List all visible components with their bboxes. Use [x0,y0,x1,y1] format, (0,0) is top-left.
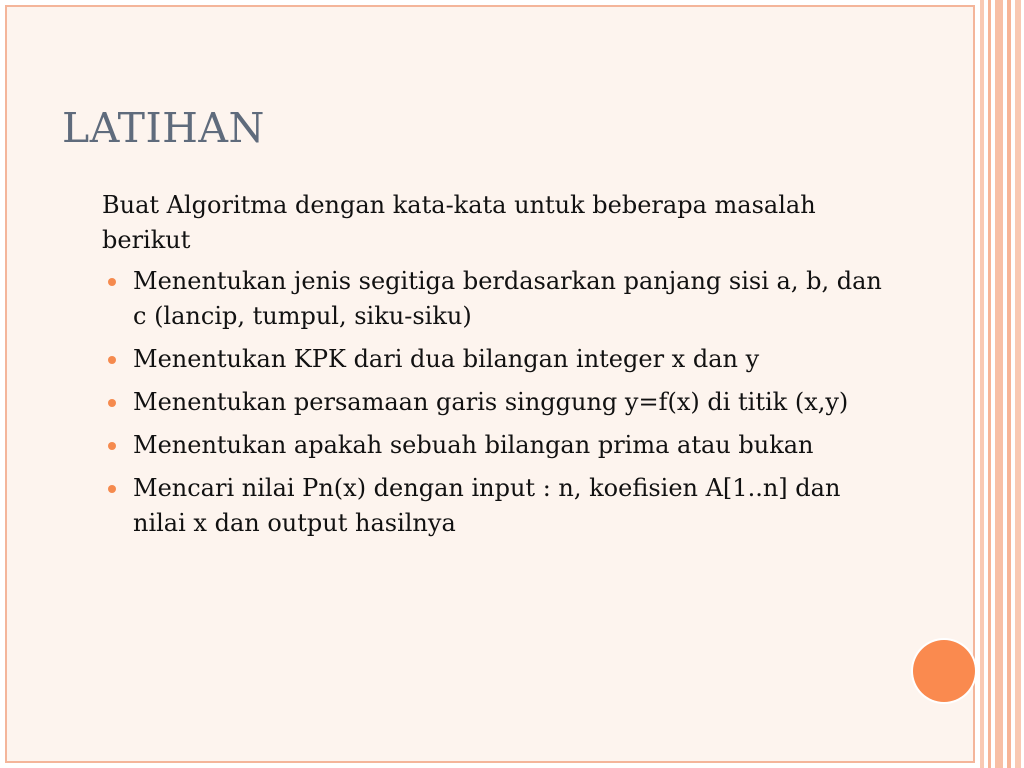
bullet-list [100,264,890,541]
bullet-icon [108,356,116,364]
list-item [100,342,890,377]
intro-text: Buat Algoritma dengan kata-kata untuk beberapa masalah berikut [102,191,816,254]
bullet-icon [108,399,116,407]
list-item-text: Menentukan apakah sebuah bilangan prima atau bukan [133,431,814,459]
list-item-text: Menentukan KPK dari dua bilangan integer x dan y [133,345,760,373]
bullet-icon [108,442,116,450]
slide-body [100,188,890,549]
decorative-circle [913,640,975,702]
list-item-text: Mencari nilai Pn(x) dengan input : n, koefisien A[1..n] dan nilai x dan output hasilnya [133,474,841,537]
slide-title: LATIHAN [62,104,265,152]
list-item-text: Menentukan persamaan garis singgung y=f(x) di titik (x,y) [133,388,849,416]
bullet-icon [108,485,116,493]
list-item [100,428,890,463]
bullet-icon [108,278,116,286]
list-item [100,471,890,541]
list-item-text: Menentukan jenis segitiga berdasarkan panjang sisi a, b, dan c (lancip, tumpul, siku-siku) [133,267,882,330]
decorative-stripes [980,0,1024,768]
list-item [100,264,890,334]
list-item [100,385,890,420]
